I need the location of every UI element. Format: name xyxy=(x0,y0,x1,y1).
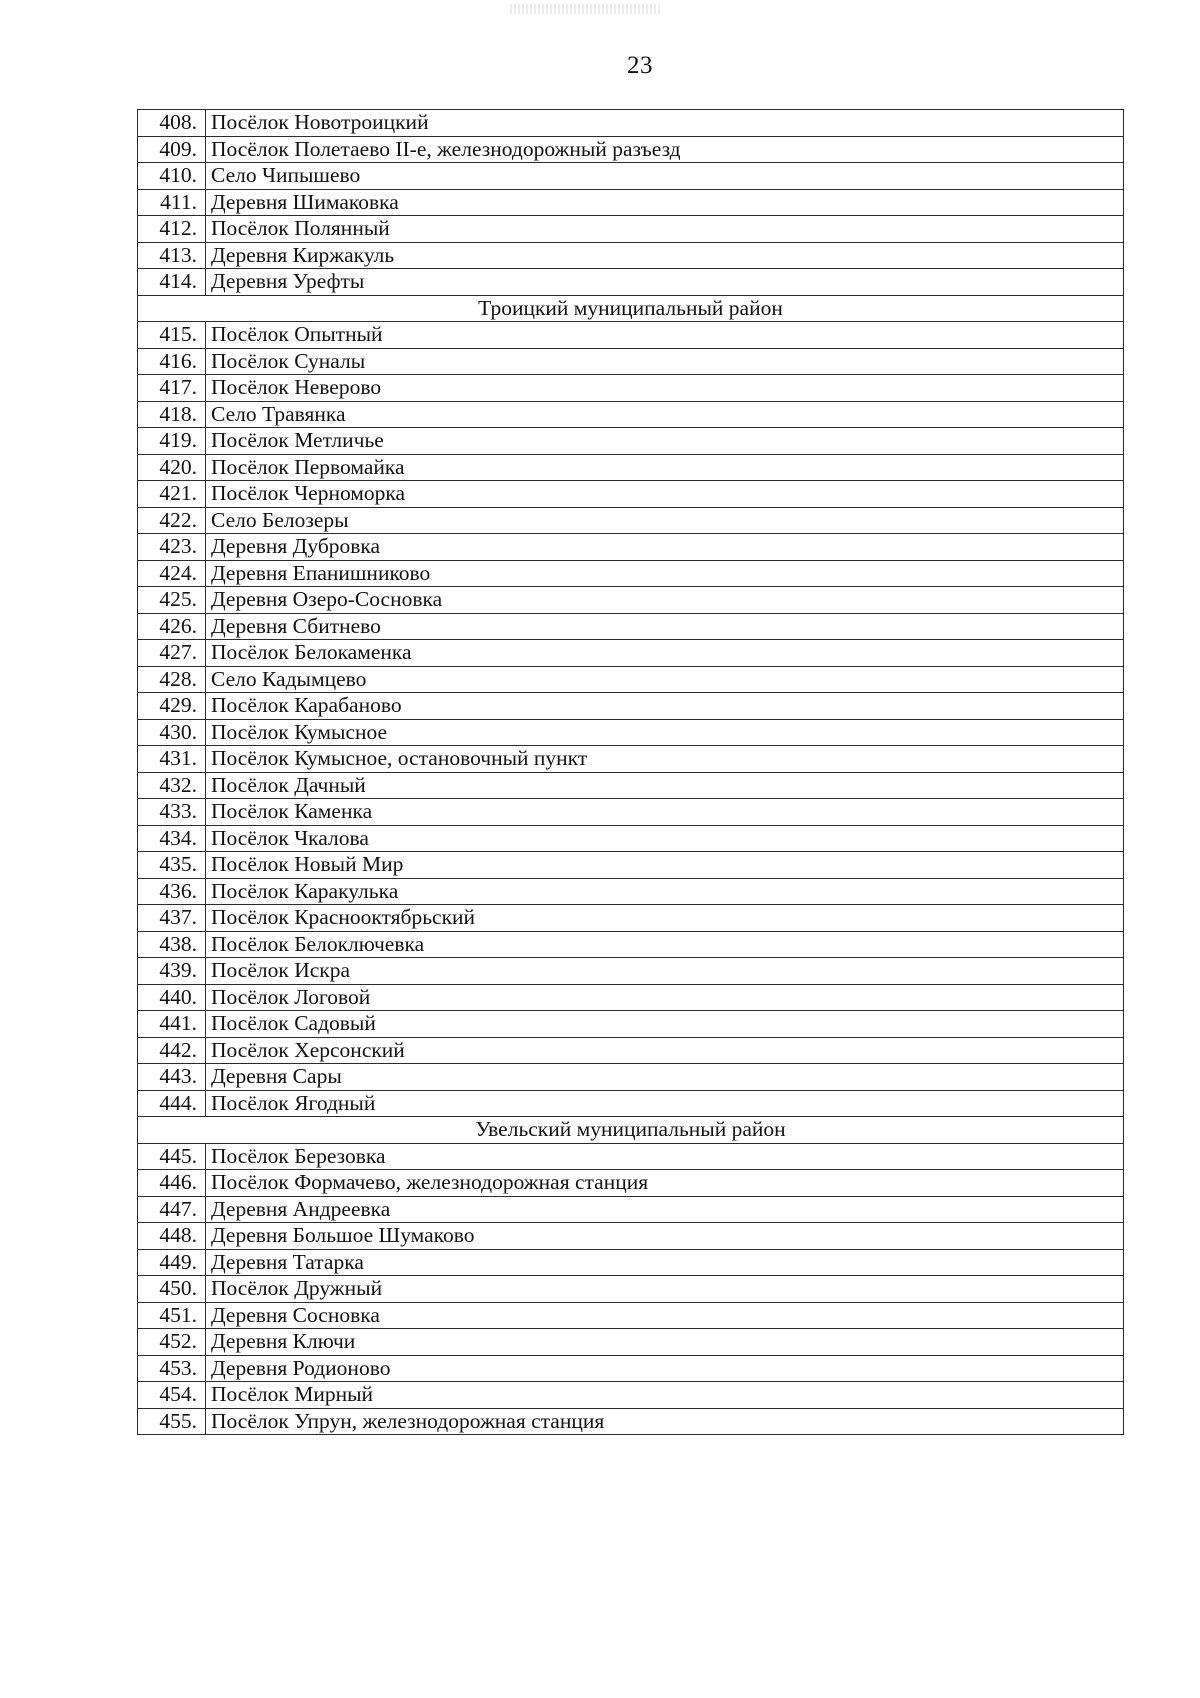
section-title: Увельский муниципальный район xyxy=(138,1117,1124,1144)
settlement-name: Посёлок Искра xyxy=(206,958,1124,985)
table-row xyxy=(138,163,1124,190)
table-row xyxy=(138,322,1124,349)
row-number: 421. xyxy=(138,481,206,508)
table-row xyxy=(138,216,1124,243)
scan-artifact xyxy=(510,4,660,14)
settlement-name: Посёлок Белокаменка xyxy=(206,640,1124,667)
row-number: 432. xyxy=(138,772,206,799)
table-row xyxy=(138,428,1124,455)
settlement-name: Посёлок Каракулька xyxy=(206,878,1124,905)
section-header-row xyxy=(138,1117,1124,1144)
row-number: 422. xyxy=(138,507,206,534)
table-row xyxy=(138,746,1124,773)
table-row xyxy=(138,481,1124,508)
table-row xyxy=(138,931,1124,958)
row-number: 423. xyxy=(138,534,206,561)
table-row xyxy=(138,375,1124,402)
settlement-name: Посёлок Логовой xyxy=(206,984,1124,1011)
row-number: 438. xyxy=(138,931,206,958)
settlement-name: Посёлок Первомайка xyxy=(206,454,1124,481)
settlement-name: Посёлок Херсонский xyxy=(206,1037,1124,1064)
settlement-name: Деревня Андреевка xyxy=(206,1196,1124,1223)
table-row xyxy=(138,587,1124,614)
settlement-name: Деревня Епанишниково xyxy=(206,560,1124,587)
table-row xyxy=(138,719,1124,746)
row-number: 426. xyxy=(138,613,206,640)
table-row xyxy=(138,1329,1124,1356)
table-row xyxy=(138,1064,1124,1091)
settlement-name: Деревня Шимаковка xyxy=(206,189,1124,216)
settlement-name: Посёлок Черноморка xyxy=(206,481,1124,508)
table-row xyxy=(138,1302,1124,1329)
table-row xyxy=(138,269,1124,296)
settlement-name: Деревня Татарка xyxy=(206,1249,1124,1276)
row-number: 435. xyxy=(138,852,206,879)
row-number: 440. xyxy=(138,984,206,1011)
settlement-name: Село Кадымцево xyxy=(206,666,1124,693)
row-number: 427. xyxy=(138,640,206,667)
settlement-name: Посёлок Кумысное, остановочный пункт xyxy=(206,746,1124,773)
settlement-name: Посёлок Новый Мир xyxy=(206,852,1124,879)
row-number: 441. xyxy=(138,1011,206,1038)
settlement-name: Посёлок Упрун, железнодорожная станция xyxy=(206,1408,1124,1435)
row-number: 436. xyxy=(138,878,206,905)
table-row xyxy=(138,1355,1124,1382)
table-row xyxy=(138,799,1124,826)
row-number: 413. xyxy=(138,242,206,269)
table-row xyxy=(138,242,1124,269)
table-row xyxy=(138,1090,1124,1117)
table-row xyxy=(138,1011,1124,1038)
settlement-name: Деревня Сбитнево xyxy=(206,613,1124,640)
settlement-name: Деревня Дубровка xyxy=(206,534,1124,561)
row-number: 420. xyxy=(138,454,206,481)
table-row xyxy=(138,507,1124,534)
table-row xyxy=(138,772,1124,799)
table-row xyxy=(138,825,1124,852)
row-number: 431. xyxy=(138,746,206,773)
settlement-name: Село Чипышево xyxy=(206,163,1124,190)
row-number: 439. xyxy=(138,958,206,985)
row-number: 412. xyxy=(138,216,206,243)
table-row xyxy=(138,189,1124,216)
table-row xyxy=(138,666,1124,693)
row-number: 410. xyxy=(138,163,206,190)
row-number: 408. xyxy=(138,110,206,137)
settlement-name: Посёлок Мирный xyxy=(206,1382,1124,1409)
page-number: 23 xyxy=(627,52,653,79)
settlement-name: Посёлок Кумысное xyxy=(206,719,1124,746)
table-row xyxy=(138,613,1124,640)
row-number: 447. xyxy=(138,1196,206,1223)
settlement-name: Посёлок Березовка xyxy=(206,1143,1124,1170)
table-row xyxy=(138,878,1124,905)
section-header-row xyxy=(138,295,1124,322)
row-number: 443. xyxy=(138,1064,206,1091)
settlement-name: Посёлок Каменка xyxy=(206,799,1124,826)
table-row xyxy=(138,1196,1124,1223)
row-number: 449. xyxy=(138,1249,206,1276)
row-number: 415. xyxy=(138,322,206,349)
settlement-name: Посёлок Дачный xyxy=(206,772,1124,799)
settlement-name: Деревня Урефты xyxy=(206,269,1124,296)
settlement-name: Посёлок Метличье xyxy=(206,428,1124,455)
settlement-name: Посёлок Формачево, железнодорожная станция xyxy=(206,1170,1124,1197)
table-row xyxy=(138,110,1124,137)
settlement-name: Деревня Сосновка xyxy=(206,1302,1124,1329)
row-number: 446. xyxy=(138,1170,206,1197)
row-number: 419. xyxy=(138,428,206,455)
settlement-name: Деревня Сары xyxy=(206,1064,1124,1091)
table-row xyxy=(138,560,1124,587)
table-row xyxy=(138,984,1124,1011)
table-row xyxy=(138,1143,1124,1170)
row-number: 417. xyxy=(138,375,206,402)
row-number: 453. xyxy=(138,1355,206,1382)
table-row xyxy=(138,905,1124,932)
row-number: 430. xyxy=(138,719,206,746)
settlement-name: Село Травянка xyxy=(206,401,1124,428)
section-title: Троицкий муниципальный район xyxy=(138,295,1124,322)
settlement-name: Посёлок Садовый xyxy=(206,1011,1124,1038)
row-number: 452. xyxy=(138,1329,206,1356)
settlement-name: Посёлок Краснооктябрьский xyxy=(206,905,1124,932)
table-row xyxy=(138,136,1124,163)
row-number: 454. xyxy=(138,1382,206,1409)
settlement-name: Деревня Большое Шумаково xyxy=(206,1223,1124,1250)
table-row xyxy=(138,1170,1124,1197)
settlement-name: Посёлок Новотроицкий xyxy=(206,110,1124,137)
settlement-name: Посёлок Опытный xyxy=(206,322,1124,349)
row-number: 445. xyxy=(138,1143,206,1170)
table-row xyxy=(138,1408,1124,1435)
settlement-name: Посёлок Белоключевка xyxy=(206,931,1124,958)
settlement-name: Деревня Родионово xyxy=(206,1355,1124,1382)
row-number: 429. xyxy=(138,693,206,720)
table-row xyxy=(138,348,1124,375)
table-row xyxy=(138,1037,1124,1064)
row-number: 451. xyxy=(138,1302,206,1329)
row-number: 450. xyxy=(138,1276,206,1303)
settlements-table xyxy=(137,109,1124,1435)
table-row xyxy=(138,1249,1124,1276)
table-row xyxy=(138,958,1124,985)
row-number: 448. xyxy=(138,1223,206,1250)
settlements-table-body xyxy=(138,110,1124,1435)
row-number: 434. xyxy=(138,825,206,852)
row-number: 444. xyxy=(138,1090,206,1117)
settlement-name: Посёлок Суналы xyxy=(206,348,1124,375)
row-number: 425. xyxy=(138,587,206,614)
table-row xyxy=(138,1223,1124,1250)
settlement-name: Деревня Ключи xyxy=(206,1329,1124,1356)
table-row xyxy=(138,1382,1124,1409)
row-number: 416. xyxy=(138,348,206,375)
row-number: 414. xyxy=(138,269,206,296)
settlement-name: Село Белозеры xyxy=(206,507,1124,534)
table-row xyxy=(138,454,1124,481)
table-row xyxy=(138,1276,1124,1303)
table-row xyxy=(138,534,1124,561)
row-number: 437. xyxy=(138,905,206,932)
settlement-name: Посёлок Полянный xyxy=(206,216,1124,243)
row-number: 433. xyxy=(138,799,206,826)
table-row xyxy=(138,640,1124,667)
settlement-name: Посёлок Чкалова xyxy=(206,825,1124,852)
settlement-name: Посёлок Дружный xyxy=(206,1276,1124,1303)
row-number: 411. xyxy=(138,189,206,216)
row-number: 442. xyxy=(138,1037,206,1064)
row-number: 424. xyxy=(138,560,206,587)
row-number: 409. xyxy=(138,136,206,163)
table-row xyxy=(138,693,1124,720)
table-row xyxy=(138,401,1124,428)
settlement-name: Посёлок Полетаево II-е, железнодорожный разъезд xyxy=(206,136,1124,163)
settlement-name: Деревня Киржакуль xyxy=(206,242,1124,269)
settlement-name: Посёлок Неверово xyxy=(206,375,1124,402)
row-number: 455. xyxy=(138,1408,206,1435)
table-row xyxy=(138,852,1124,879)
settlement-name: Посёлок Карабаново xyxy=(206,693,1124,720)
settlement-name: Деревня Озеро-Сосновка xyxy=(206,587,1124,614)
row-number: 428. xyxy=(138,666,206,693)
settlement-name: Посёлок Ягодный xyxy=(206,1090,1124,1117)
row-number: 418. xyxy=(138,401,206,428)
